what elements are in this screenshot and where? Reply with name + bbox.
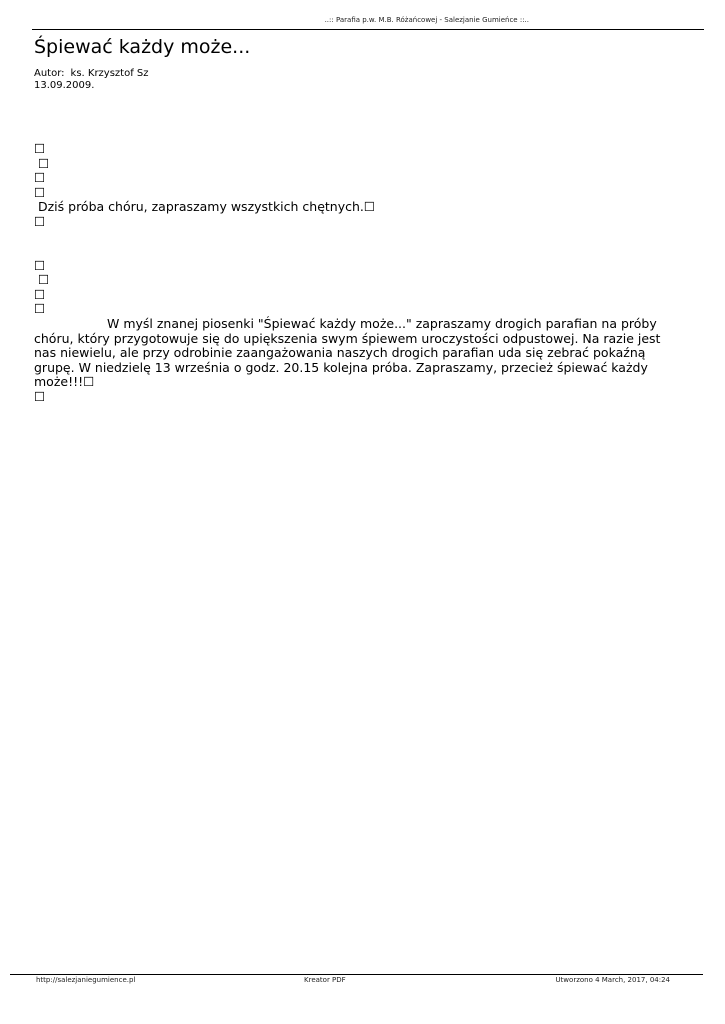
placeholder-box-line — [34, 259, 684, 274]
footer-url: http://salezjaniegumience.pl — [36, 976, 136, 984]
placeholder-box-line — [34, 390, 684, 405]
placeholder-box-line — [34, 302, 684, 317]
missing-glyph-icon: ☐ — [34, 301, 46, 317]
missing-glyph-icon: ☐ — [34, 286, 46, 302]
footer-divider — [10, 974, 703, 975]
placeholder-box-line — [34, 142, 684, 157]
placeholder-box-line — [34, 288, 684, 303]
author-label: Autor: — [34, 68, 65, 79]
missing-glyph-icon: ☐ — [37, 272, 50, 288]
author-line — [34, 68, 149, 80]
placeholder-box-line — [34, 186, 684, 201]
article-body — [34, 142, 684, 405]
first-sentence: Dziś próba chóru, zapraszamy wszystkich chętnych. — [37, 199, 364, 215]
placeholder-box-line — [34, 215, 684, 230]
missing-glyph-icon: ☐ — [34, 388, 46, 404]
article-meta — [34, 68, 149, 92]
article-title: Śpiewać każdy może... — [34, 36, 251, 58]
missing-glyph-icon: ☐ — [34, 141, 46, 156]
missing-glyph-icon: ☐ — [34, 170, 46, 186]
footer-generator: Kreator PDF — [304, 976, 346, 984]
placeholder-box-line — [34, 157, 684, 172]
article-date: 13.09.2009. — [34, 80, 95, 91]
first-sentence-line — [34, 200, 684, 215]
article-paragraph — [34, 317, 684, 390]
paragraph-text: W myśl znanej piosenki "Śpiewać każdy może..." zapraszamy drogich parafian na próby chóru, który przygotowuje się do upiększenia swym śpiewem uroczystości odpustowej. Na razie jest nas niewielu, ale przy odrobinie zaangażowania naszych drogich parafian uda się zebrać pokaźną grupę. W niedzielę 13 września o godz. 20.15 kolejna próba. Zapraszamy, przecież śpiewać każdy może!!! — [34, 315, 661, 390]
missing-glyph-icon: ☐ — [363, 199, 376, 215]
author-name: ks. Krzysztof Sz — [70, 68, 149, 79]
missing-glyph-icon: ☐ — [37, 155, 50, 171]
missing-glyph-icon: ☐ — [34, 257, 46, 273]
placeholder-box-line — [34, 273, 684, 288]
placeholder-box-line — [34, 171, 684, 186]
header-divider — [32, 29, 704, 30]
site-title: ..:: Parafia p.w. M.B. Różańcowej - Salezjanie Gumieńce ::.. — [324, 16, 529, 24]
missing-glyph-icon: ☐ — [34, 213, 46, 229]
footer-created: Utworzono 4 March, 2017, 04:24 — [555, 976, 670, 984]
site-header — [0, 16, 703, 24]
missing-glyph-icon: ☐ — [83, 374, 95, 390]
missing-glyph-icon: ☐ — [34, 184, 46, 200]
